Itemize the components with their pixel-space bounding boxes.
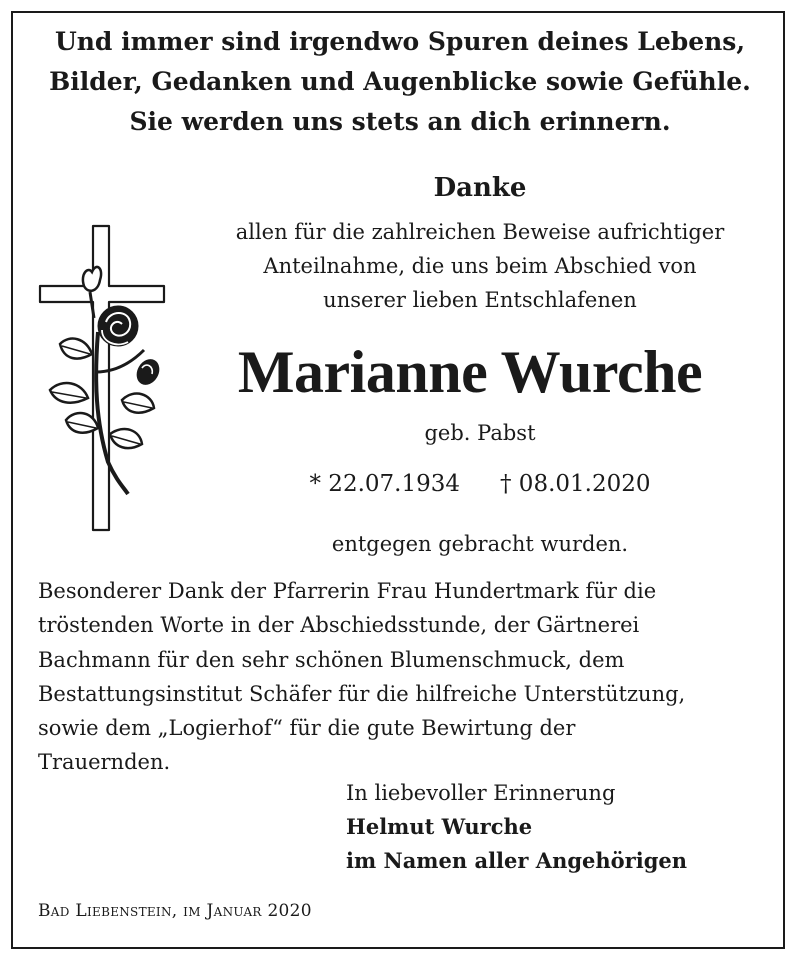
motto-verse — [0, 22, 800, 142]
body-line: Besonderer Dank der Pfarrerin Frau Hundertmark für die — [38, 579, 657, 603]
place-and-date: Bad Liebenstein, im Januar 2020 — [38, 901, 312, 921]
body-line: Bestattungsinstitut Schäfer für die hilfreiche Unterstützung, — [38, 681, 686, 706]
thanks-intro — [160, 215, 800, 317]
acknowledgement-text — [38, 574, 778, 780]
thanks-line: allen für die zahlreichen Beweise aufrichtiger — [235, 220, 725, 244]
motto-line: Sie werden uns stets an dich erinnern. — [129, 107, 671, 136]
motto-line: Bilder, Gedanken und Augenblicke sowie Gefühle. — [49, 67, 751, 96]
signature-block — [346, 776, 786, 878]
signature-name: Helmut Wurche — [346, 814, 533, 839]
body-line: Bachmann für den sehr schönen Blumenschmuck, dem — [38, 647, 625, 672]
received-line: entgegen gebracht wurden. — [331, 532, 629, 556]
life-dates — [180, 468, 780, 500]
thanks-heading: Danke — [433, 173, 527, 203]
motto-line: Und immer sind irgendwo Spuren deines Lebens, — [54, 27, 746, 56]
thanks-line: unserer lieben Entschlafenen — [323, 288, 637, 312]
cross-with-rose-icon — [36, 222, 170, 534]
body-line: tröstenden Worte in der Abschiedsstunde, der Gärtnerei — [38, 613, 640, 638]
signature-relatives: im Namen aller Angehörigen — [346, 848, 688, 873]
signature-line-memory: In liebevoller Erinnerung — [346, 781, 616, 805]
body-line: sowie dem „Logierhof“ für die gute Bewirtung der — [38, 716, 576, 741]
birth-date: * 22.07.1934 — [309, 471, 460, 497]
thanks-line: Anteilnahme, die uns beim Abschied von — [263, 254, 697, 278]
deceased-name: Marianne Wurche — [237, 339, 703, 405]
body-line: Trauernden. — [38, 750, 171, 775]
maiden-name: geb. Pabst — [424, 421, 536, 445]
death-date: † 08.01.2020 — [500, 471, 651, 497]
